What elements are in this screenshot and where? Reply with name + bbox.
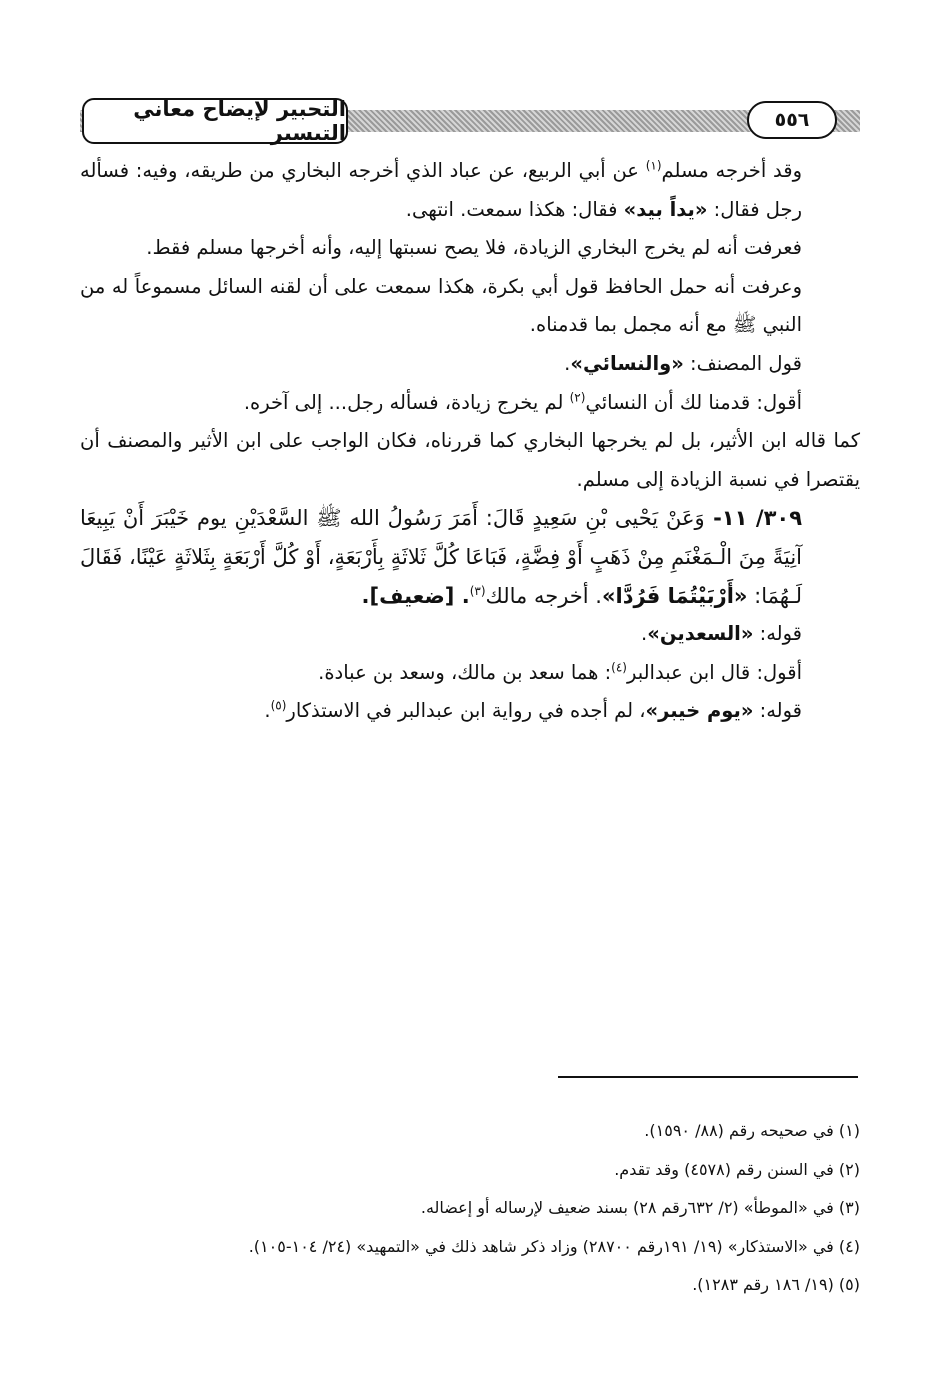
p5-text-b: لم يخرج زيادة، فسأله رجل... إلى آخره. <box>243 390 570 414</box>
paragraph-1 <box>80 152 860 229</box>
paragraph-5 <box>80 384 860 423</box>
paragraph-7 <box>80 615 860 654</box>
paragraph-2: فعرفت أنه لم يخرج البخاري الزيادة، فلا يصح نسبتها إليه، وأنه أخرجها مسلم فقط. <box>146 236 802 260</box>
p4-text-b: . <box>564 351 571 375</box>
p9-quote: «يوم خيبر» <box>645 699 754 723</box>
hadith-number: ٣٠٩/ ١١- <box>704 506 803 531</box>
paragraph-8 <box>80 654 860 693</box>
footnote-ref-3: (٣) <box>469 583 486 598</box>
hadith-source: . أخرجه مالك <box>485 583 602 608</box>
footnote-5: (٥) (١٩/ ١٨٦ رقم ١٢٨٣). <box>692 1275 860 1294</box>
footnote-2: (٢) في السنن رقم (٤٥٧٨) وقد تقدم. <box>614 1159 860 1179</box>
p8-text-a: أقول: قال ابن عبدالبر <box>626 660 802 684</box>
footnote-separator <box>558 1076 858 1078</box>
page-number: ٥٥٦ <box>747 101 837 139</box>
p5-text-a: أقول: قدمنا لك أن النسائي <box>585 390 802 414</box>
paragraph-9 <box>80 692 860 731</box>
footnote-3: (٣) في «الموطأ» (٢/ ٦٣٢رقم ٢٨) بسند ضعيف لإرساله أو إعضاله. <box>420 1198 860 1217</box>
p9-text-c: . <box>264 699 271 723</box>
hadith-quote: «أَرْبَيْتُمَا فَرُدَّا» <box>601 583 748 608</box>
p7-quote: «السعدين» <box>647 622 754 646</box>
paragraph-4 <box>80 345 860 384</box>
book-title: التحبير لإيضاح معاني التيسير <box>82 98 348 144</box>
main-text <box>80 152 860 731</box>
hadith-text: وَعَنْ يَحْيى بْنِ سَعِيدٍ قَالَ: أَمَرَ رَسُولُ الله ﷺ السَّعْدَيْنِ يوم خَيْبَرَ أَنْ يَبِيعَا آنِيَةً مِنَ الْـمَغْنَمِ مِنْ ذَهَبٍ أَوْ فِضَّةٍ، فَبَاعَا كُلَّ ثَلاثَةٍ بِأَرْبَعَةٍ، أَوْ كُلَّ أَرْبَعَةٍ بِثَلاثَةٍ عَيْنًا، فَقَالَ لَـهُمَا: <box>80 506 802 608</box>
footnote-ref-1: (١) <box>645 158 662 173</box>
footnote-1: (١) في صحيحه رقم (٨٨/ ١٥٩٠). <box>644 1121 860 1140</box>
footnote-4: (٤) في «الاستذكار» (١٩/ ١٩١رقم ٢٨٧٠٠) وزاد ذكر شاهد ذلك في «التمهيد» (٢٤/ ١٠٤-١٠٥). <box>248 1236 860 1256</box>
footnote-ref-4: (٤) <box>611 660 627 675</box>
p4-text-a: قول المصنف: <box>683 351 802 375</box>
p1-text-a: وقد أخرجه مسلم <box>661 159 803 182</box>
paragraph-3: وعرفت أنه حمل الحافظ قول أبي بكرة، هكذا سمعت على أن لقنه السائل مسموعاً له من النبي ﷺ مع أنه مجمل بما قدمناه. <box>80 274 802 337</box>
p7-text-a: قوله: <box>753 622 802 646</box>
p1-quote: «يداً بيد» <box>623 197 708 221</box>
p8-text-b: : هما سعد بن مالك، وسعد بن عبادة. <box>318 660 612 684</box>
p4-quote: «والنسائي» <box>570 351 684 375</box>
footnotes <box>80 1112 860 1305</box>
footnote-ref-2: (٢) <box>569 390 586 405</box>
p9-text-a: قوله: <box>753 699 802 723</box>
paragraph-6: كما قاله ابن الأثير، بل لم يخرجها البخاري كما قررناه، فكان الواجب على ابن الأثير والمصنف أن يقتصرا في نسبة الزيادة إلى مسلم. <box>80 429 860 491</box>
p1-text-c: فقال: هكذا سمعت. انتهى. <box>405 197 624 221</box>
page-header <box>80 98 860 146</box>
p9-text-b: ، لم أجده في رواية ابن عبدالبر في الاستذكار <box>286 699 646 723</box>
p7-text-b: . <box>641 622 648 646</box>
footnote-ref-5: (٥) <box>270 698 287 713</box>
p1-text-b: عن أبي الربيع، عن عباد الذي أخرجه البخاري من طريقه، وفيه: فسأله رجل فقال: <box>80 159 802 221</box>
hadith-paragraph <box>80 499 860 615</box>
hadith-grade: . [ضعيف]. <box>361 583 470 608</box>
